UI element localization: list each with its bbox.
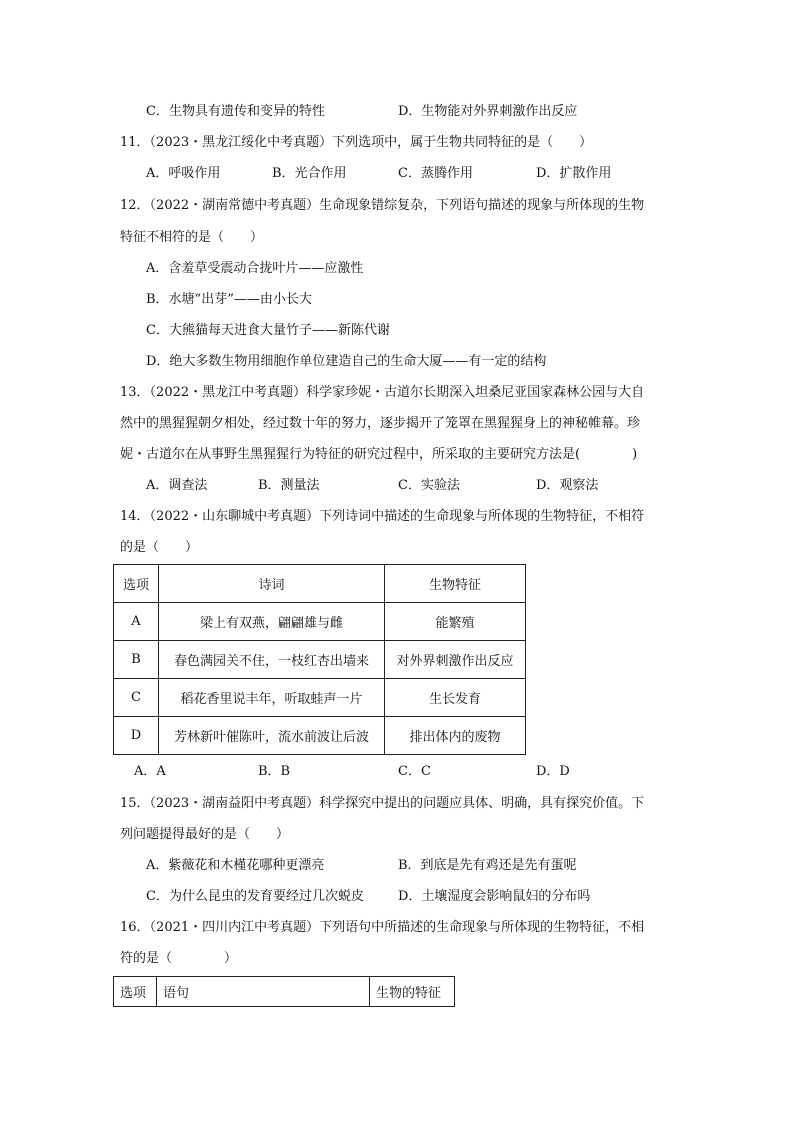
table-row: [114, 603, 526, 641]
q10-option-d: D．生物能对外界刺激作出反应: [398, 104, 578, 119]
q14-stem-line2: 的是（ ）: [120, 540, 199, 555]
q13-option-d: D．观察法: [536, 478, 599, 493]
table-header-cell: 选项: [114, 977, 157, 1007]
q15-option-b: B．到底是先有鸡还是先有蛋呢: [398, 858, 577, 873]
table-header-cell: 诗词: [159, 565, 385, 603]
q11-stem: 11．（2023・黑龙江绥化中考真题）下列选项中，属于生物共同特征的是（ ）: [120, 135, 593, 150]
q14-option-b: B．B: [258, 764, 291, 779]
table-header-cell: 语句: [157, 977, 370, 1007]
q11-option-b: B．光合作用: [272, 166, 347, 181]
table-cell: D: [114, 717, 159, 755]
table-row: [114, 679, 526, 717]
q13-stem-line2: 然中的黑猩猩朝夕相处，经过数十年的努力，逐步揭开了笼罩在黑猩猩身上的神秘帷幕。珍: [120, 416, 641, 431]
table-cell: 芳林新叶催陈叶，流水前波让后波: [159, 717, 385, 755]
q13-option-c: C．实验法: [398, 478, 460, 493]
q12-option-d: D．绝大多数生物用细胞作单位建造自己的生命大厦——有一定的结构: [146, 354, 547, 369]
table-header-row: [114, 565, 526, 603]
q13-stem-line3: 妮・古道尔在从事野生黑猩猩行为特征的研究过程中，所采取的主要研究方法是( ): [120, 447, 638, 462]
q14-option-a: A．A: [134, 764, 166, 779]
q13-stem-line1: 13．（2022・黑龙江中考真题）科学家珍妮・古道尔长期深入坦桑尼亚国家森林公园与大自: [120, 385, 645, 400]
table-cell: 稻花香里说丰年，听取蛙声一片: [159, 679, 385, 717]
q15-stem-line1: 15．（2023・湖南益阳中考真题）科学探究中提出的问题应具体、明确，具有探究价值。下: [120, 796, 645, 811]
q11-option-a: A．呼吸作用: [146, 166, 221, 181]
q14-option-c: C．C: [398, 764, 431, 779]
q14-option-d: D．D: [536, 764, 570, 779]
q12-stem-line1: 12．（2022・湖南常德中考真题）生命现象错综复杂，下列语句描述的现象与所体现的生物: [120, 198, 645, 213]
table-header-cell: 生物特征: [385, 565, 526, 603]
table-cell: B: [114, 641, 159, 679]
q13-option-b: B．测量法: [258, 478, 320, 493]
q12-option-b: B．水塘“出芽”——由小长大: [146, 292, 312, 307]
table-row: [114, 641, 526, 679]
q11-option-d: D．扩散作用: [536, 166, 612, 181]
table-header-row: [114, 977, 455, 1007]
table-cell: 梁上有双燕，翩翩雄与雌: [159, 603, 385, 641]
q16-stem-line1: 16．（2021・四川内江中考真题）下列语句中所描述的生命现象与所体现的生物特征，不相: [120, 920, 645, 935]
q13-option-a: A．调查法: [146, 478, 208, 493]
table-cell: 能繁殖: [385, 603, 526, 641]
q10-option-c: C．生物具有遗传和变异的特性: [146, 104, 325, 119]
q14-stem-line1: 14．（2022・山东聊城中考真题）下列诗词中描述的生命现象与所体现的生物特征，不相符: [120, 509, 645, 524]
q15-stem-line2: 列问题提得最好的是（ ）: [120, 827, 290, 842]
table-header-cell: 生物的特征: [370, 977, 455, 1007]
q12-stem-line2: 特征不相符的是（ ）: [120, 230, 264, 245]
q14-table: [113, 564, 526, 755]
q16-table: [113, 976, 455, 1007]
table-row: [114, 717, 526, 755]
table-cell: A: [114, 603, 159, 641]
q12-option-a: A．含羞草受震动合拢叶片——应激性: [146, 261, 364, 276]
table-cell: 排出体内的废物: [385, 717, 526, 755]
table-cell: C: [114, 679, 159, 717]
q15-option-a: A．紫薇花和木槿花哪种更漂亮: [146, 858, 325, 873]
q15-option-c: C．为什么昆虫的发育要经过几次蜕皮: [146, 889, 364, 904]
table-cell: 对外界刺激作出反应: [385, 641, 526, 679]
table-header-cell: 选项: [114, 565, 159, 603]
table-cell: 生长发育: [385, 679, 526, 717]
q12-option-c: C．大熊猫每天进食大量竹子——新陈代谢: [146, 323, 390, 338]
q11-option-c: C．蒸腾作用: [398, 166, 473, 181]
table-cell: 春色满园关不住，一枝红杏出墙来: [159, 641, 385, 679]
q16-stem-line2: 符的是（ ）: [120, 951, 238, 966]
q15-option-d: D．土壤湿度会影响鼠妇的分布吗: [398, 889, 591, 904]
